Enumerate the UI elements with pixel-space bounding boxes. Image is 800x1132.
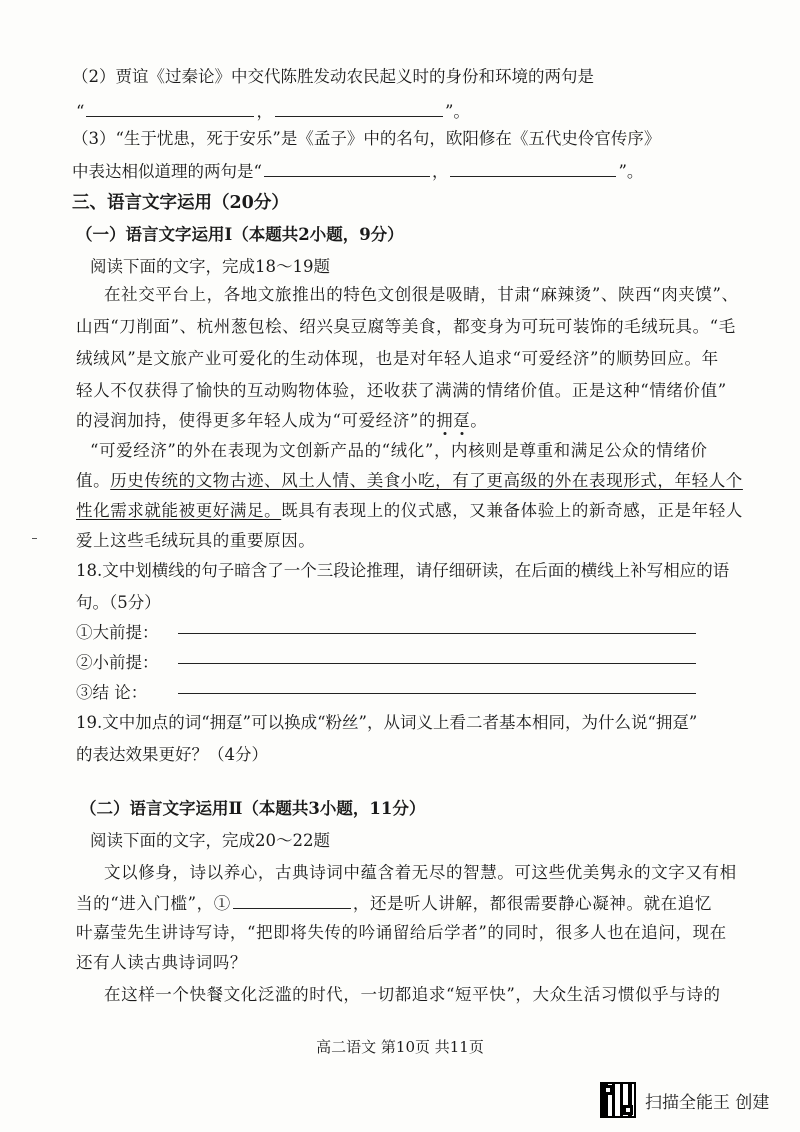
q2-text: （2）贾谊《过秦论》中交代陈胜发动农民起义时的身份和环境的两句是 <box>72 67 594 86</box>
section3-title: 三、语言文字运用（20分） <box>72 193 289 213</box>
q2-comma: ， <box>256 102 273 121</box>
part1-instruction: 阅读下面的文字，完成18～19题 <box>90 257 330 276</box>
passage3-line4: 还有人读古典诗词吗？ <box>76 953 247 972</box>
q18-conclusion-answer-line[interactable] <box>178 693 696 694</box>
q2-open-quote: “ <box>76 102 85 121</box>
passage3-line2 <box>76 892 712 915</box>
q3-blank-2[interactable] <box>450 160 616 177</box>
passage1-line5-text: 的浸润加持，使得更多年轻人成为“可爱经济”的 <box>76 411 437 430</box>
passage2-line2-start: 值。 <box>76 471 111 490</box>
passage1-line5 <box>76 410 487 432</box>
q19-text-line2: 的表达效果更好？（4分） <box>76 745 268 764</box>
scanner-watermark: 扫描全能王 创建 <box>645 1093 770 1113</box>
dotted-word-char-1: 拥 <box>436 411 454 430</box>
part1-title: （一）语言文字运用Ⅰ（本题共2小题，9分） <box>76 225 404 244</box>
underlined-sentence-part1: 历史传统的文物古迹、风土人情、美食小吃，有了更高级的外在表现形式，年轻人个 <box>110 471 743 490</box>
q3-prefix: 中表达相似道理的两句是“ <box>72 162 262 181</box>
passage2-line3-rest: 既具有表现上的仪式感，又兼备体验上的新奇感，正是年轻人 <box>281 501 743 520</box>
q3-blanks <box>72 160 643 183</box>
passage3-line3: 叶嘉莹先生讲诗写诗，“把即将失传的吟诵留给后学者”的同时，很多人也在追问，现在 <box>76 923 727 942</box>
q18-conclusion-label: ③结 论： <box>76 683 148 702</box>
q18-minor-premise-answer-line[interactable] <box>178 663 696 664</box>
q2-close: ”。 <box>444 102 470 121</box>
blank-1[interactable] <box>233 892 351 909</box>
q3-comma: ， <box>431 162 449 181</box>
passage2-line1: “可爱经济”的外在表现为文创新产品的“绒化”，内核则是尊重和满足公众的情绪价 <box>90 441 708 460</box>
q18-major-premise-answer-line[interactable] <box>178 633 696 634</box>
underlined-sentence-part2: 性化需求就能被更好满足。 <box>76 501 282 520</box>
scan-mark <box>32 538 37 539</box>
passage2-line4: 爱上这些毛绒玩具的重要原因。 <box>76 531 316 550</box>
passage3-line1: 文以修身，诗以养心，古典诗词中蕴含着无尽的智慧。可这些优美隽永的文字又有相 <box>104 863 737 882</box>
dotted-word-char-2: 趸 <box>453 411 471 430</box>
passage2-line3 <box>76 500 743 522</box>
passage1-line1: 在社交平台上，各地文旅推出的特色文创很是吸睛，甘肃“麻辣烫”、陕西“肉夹馍”、 <box>104 285 739 304</box>
passage2-line2 <box>76 470 743 492</box>
q19-text-line1: 19.文中加点的词“拥趸”可以换成“粉丝”，从词义上看二者基本相同，为什么说“拥趸” <box>76 713 698 732</box>
q2-blank-2[interactable] <box>275 100 443 117</box>
passage1-line3: 绒绒风”是文旅产业可爱化的生动体现，也是对年轻人追求“可爱经济”的顺势回应。年 <box>76 349 719 368</box>
qr-code-icon <box>600 1082 636 1118</box>
passage3-line2-start: 当的“进入门槛”，① <box>76 894 231 913</box>
passage1-line2: 山西“刀削面”、杭州葱包桧、绍兴臭豆腐等美食，都变身为可玩可装饰的毛绒玩具。“毛 <box>76 317 736 336</box>
q2-blank-1[interactable] <box>86 100 254 117</box>
page-footer: 高二语文 第10页 共11页 <box>316 1038 484 1056</box>
q3-blank-1[interactable] <box>264 160 430 177</box>
q18-text-line2: 句。（5分） <box>76 593 161 612</box>
q3-close: ”。 <box>618 162 644 181</box>
part2-instruction: 阅读下面的文字，完成20～22题 <box>90 831 330 850</box>
q18-minor-premise-label: ②小前提： <box>76 653 159 672</box>
part2-title: （二）语言文字运用Ⅱ（本题共3小题，11分） <box>80 799 426 818</box>
q2-blanks <box>76 100 470 123</box>
q18-text-line1: 18.文中划横线的句子暗含了一个三段论推理，请仔细研读，在后面的横线上补写相应的语 <box>76 561 730 580</box>
passage3-line2-end: ，还是听人讲解，都很需要静心凝神。就在追忆 <box>352 894 712 913</box>
passage1-line4: 轻人不仅获得了愉快的互动购物体验，还收获了满满的情绪价值。正是这种“情绪价值” <box>76 381 727 400</box>
q3-text: （3）“生于忧患，死于安乐”是《孟子》中的名句，欧阳修在《五代史伶官传序》 <box>72 129 661 148</box>
passage1-line5-end: 。 <box>470 411 488 430</box>
q18-major-premise-label: ①大前提： <box>76 623 159 642</box>
passage4-line1: 在这样一个快餐文化泛滥的时代，一切都追求“短平快”，大众生活习惯似乎与诗的 <box>104 985 721 1004</box>
